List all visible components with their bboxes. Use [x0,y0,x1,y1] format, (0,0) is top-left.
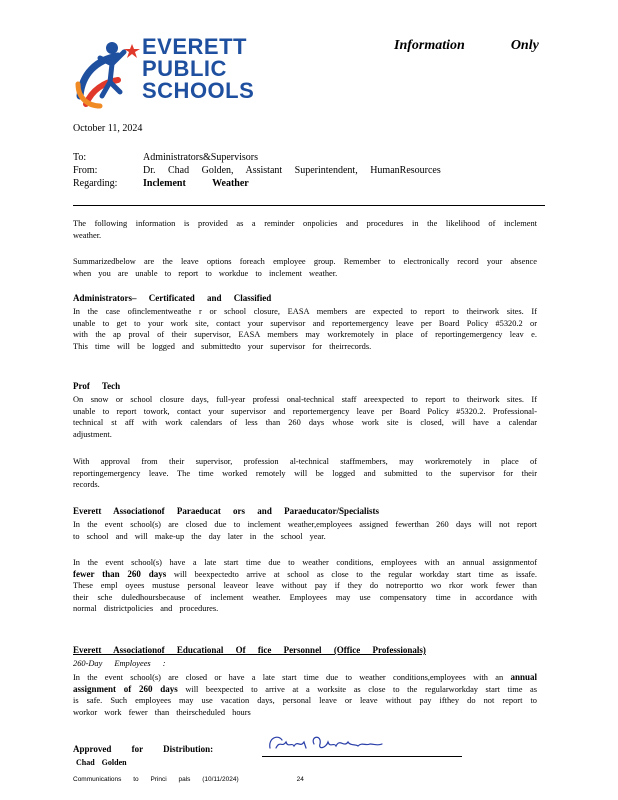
memo-date: October 11, 2024 [73,123,143,134]
logo-line-3: SCHOOLS [142,78,255,103]
header-divider [73,205,545,206]
para-late-start-a: In the event school(s) have a late start time due to weather conditions, employees with an annual assignmentof [73,558,537,567]
to-label: To: [73,152,87,163]
logo-line-1: EVERETT [142,34,247,59]
section-paraeducators-heading: Everett Associationof Paraeducat ors and Paraeducator/Specialists [73,506,380,516]
approver-name: Chad Golden [76,758,127,767]
page-footer [73,776,304,783]
logo-line-2: PUBLIC [142,56,227,81]
to-value: Administrators&Supervisors [143,152,258,163]
info-word-1: Information [394,38,465,53]
logo-wordmark [142,36,254,102]
para-late-start-bold: fewer than 260 days [73,568,167,579]
footer-text: Communications to Princi pals (10/11/2024) [73,776,239,783]
section-office-heading: Everett Associationof Educational Of fice Personnel (Office Professionals) [73,645,426,655]
regarding-label: Regarding: [73,178,118,189]
section-paraeducators-text-2 [73,557,537,615]
section-paraeducators-text: In the event school(s) are closed due to inclement weather,employees assigned fewerthan 260 days will not report to school and will make-up the day later in the school year. [73,520,537,541]
signature-line [262,756,462,757]
section-proftech-text: On snow or school closure days, full-year professi onal-technical staff areexpected to report to theirwork sites. If unable to report towork, contact your supervisor and reportemergency leave per Board Policy #5320.2. Professional-technical st aff with work calendars of less than 260 days whose work site is closed, will have a calendar adjustment. [73,395,537,439]
info-word-2: Only [510,38,539,53]
para-office-b: will beexpected to arrive at a worksite as close to the regularworkday start time as is safe. Such employees may use vacation days, personal leave or leave without pay ifthey do not report to workor work fewer than theirscheduled hours [73,684,537,717]
regarding-value: Inclement Weather [143,178,249,189]
from-label: From: [73,165,98,176]
signature-image [266,730,386,756]
para-office-bold: annual assignment of 260 days [73,672,537,694]
section-administrators-text: In the case ofinclementweathe r or school closure, EASA members are expected to report to theirwork sites. If unable to get to your work site, contact your supervisor and reportemergency leave per Board Policy #5320.2 or with the ap proval of their supervisor, EASA members may workremotely in place of reportingemergency leav e. This time will be logged and submittedto your supervisor for theirrecords. [73,307,537,351]
para-office-a: In the event school(s) are closed or have a late start time due to weather conditions,employees with an [73,673,504,682]
approved-label: Approved for Distribution: [73,744,214,754]
logo-figure-icon [74,34,144,110]
section-administrators-heading: Administrators– Certificated and Classified [73,293,272,303]
from-value: Dr. Chad Golden, Assistant Superintendent, HumanResources [143,165,441,176]
section-proftech-text-2: With approval from their supervisor, profession al-technical staffmembers, may workremotely in place of reportingemergency leave. The time worked remotely will be logged and submitted to the supervisor for their records. [73,457,537,489]
para-late-start-b: will beexpectedto arrive at school as close to the regular workday start time as issafe. These empl oyees mustuse personal leaveor leave without pay if they do notreportto wo rkor work fewer than their sche duledhoursbecause of inclement weather. Employees may use compensatory time in accordance with normal districtpolicies and procedures. [73,569,537,613]
information-only-label [394,38,539,54]
footer-page-number: 24 [296,776,304,783]
section-proftech-heading: Prof Tech [73,381,121,391]
section-office-text [73,672,537,718]
district-logo [74,34,254,110]
intro-paragraph: The following information is provided as a reminder onpolicies and procedures in the likelihood of inclement weather. [73,219,537,240]
section-office-subheading: 260-Day Employees : [73,659,166,668]
summary-paragraph: Summarizedbelow are the leave options foreach employee group. Remember to electronically record your absence when you are unable to report to workdue to inclement weather. [73,257,537,278]
